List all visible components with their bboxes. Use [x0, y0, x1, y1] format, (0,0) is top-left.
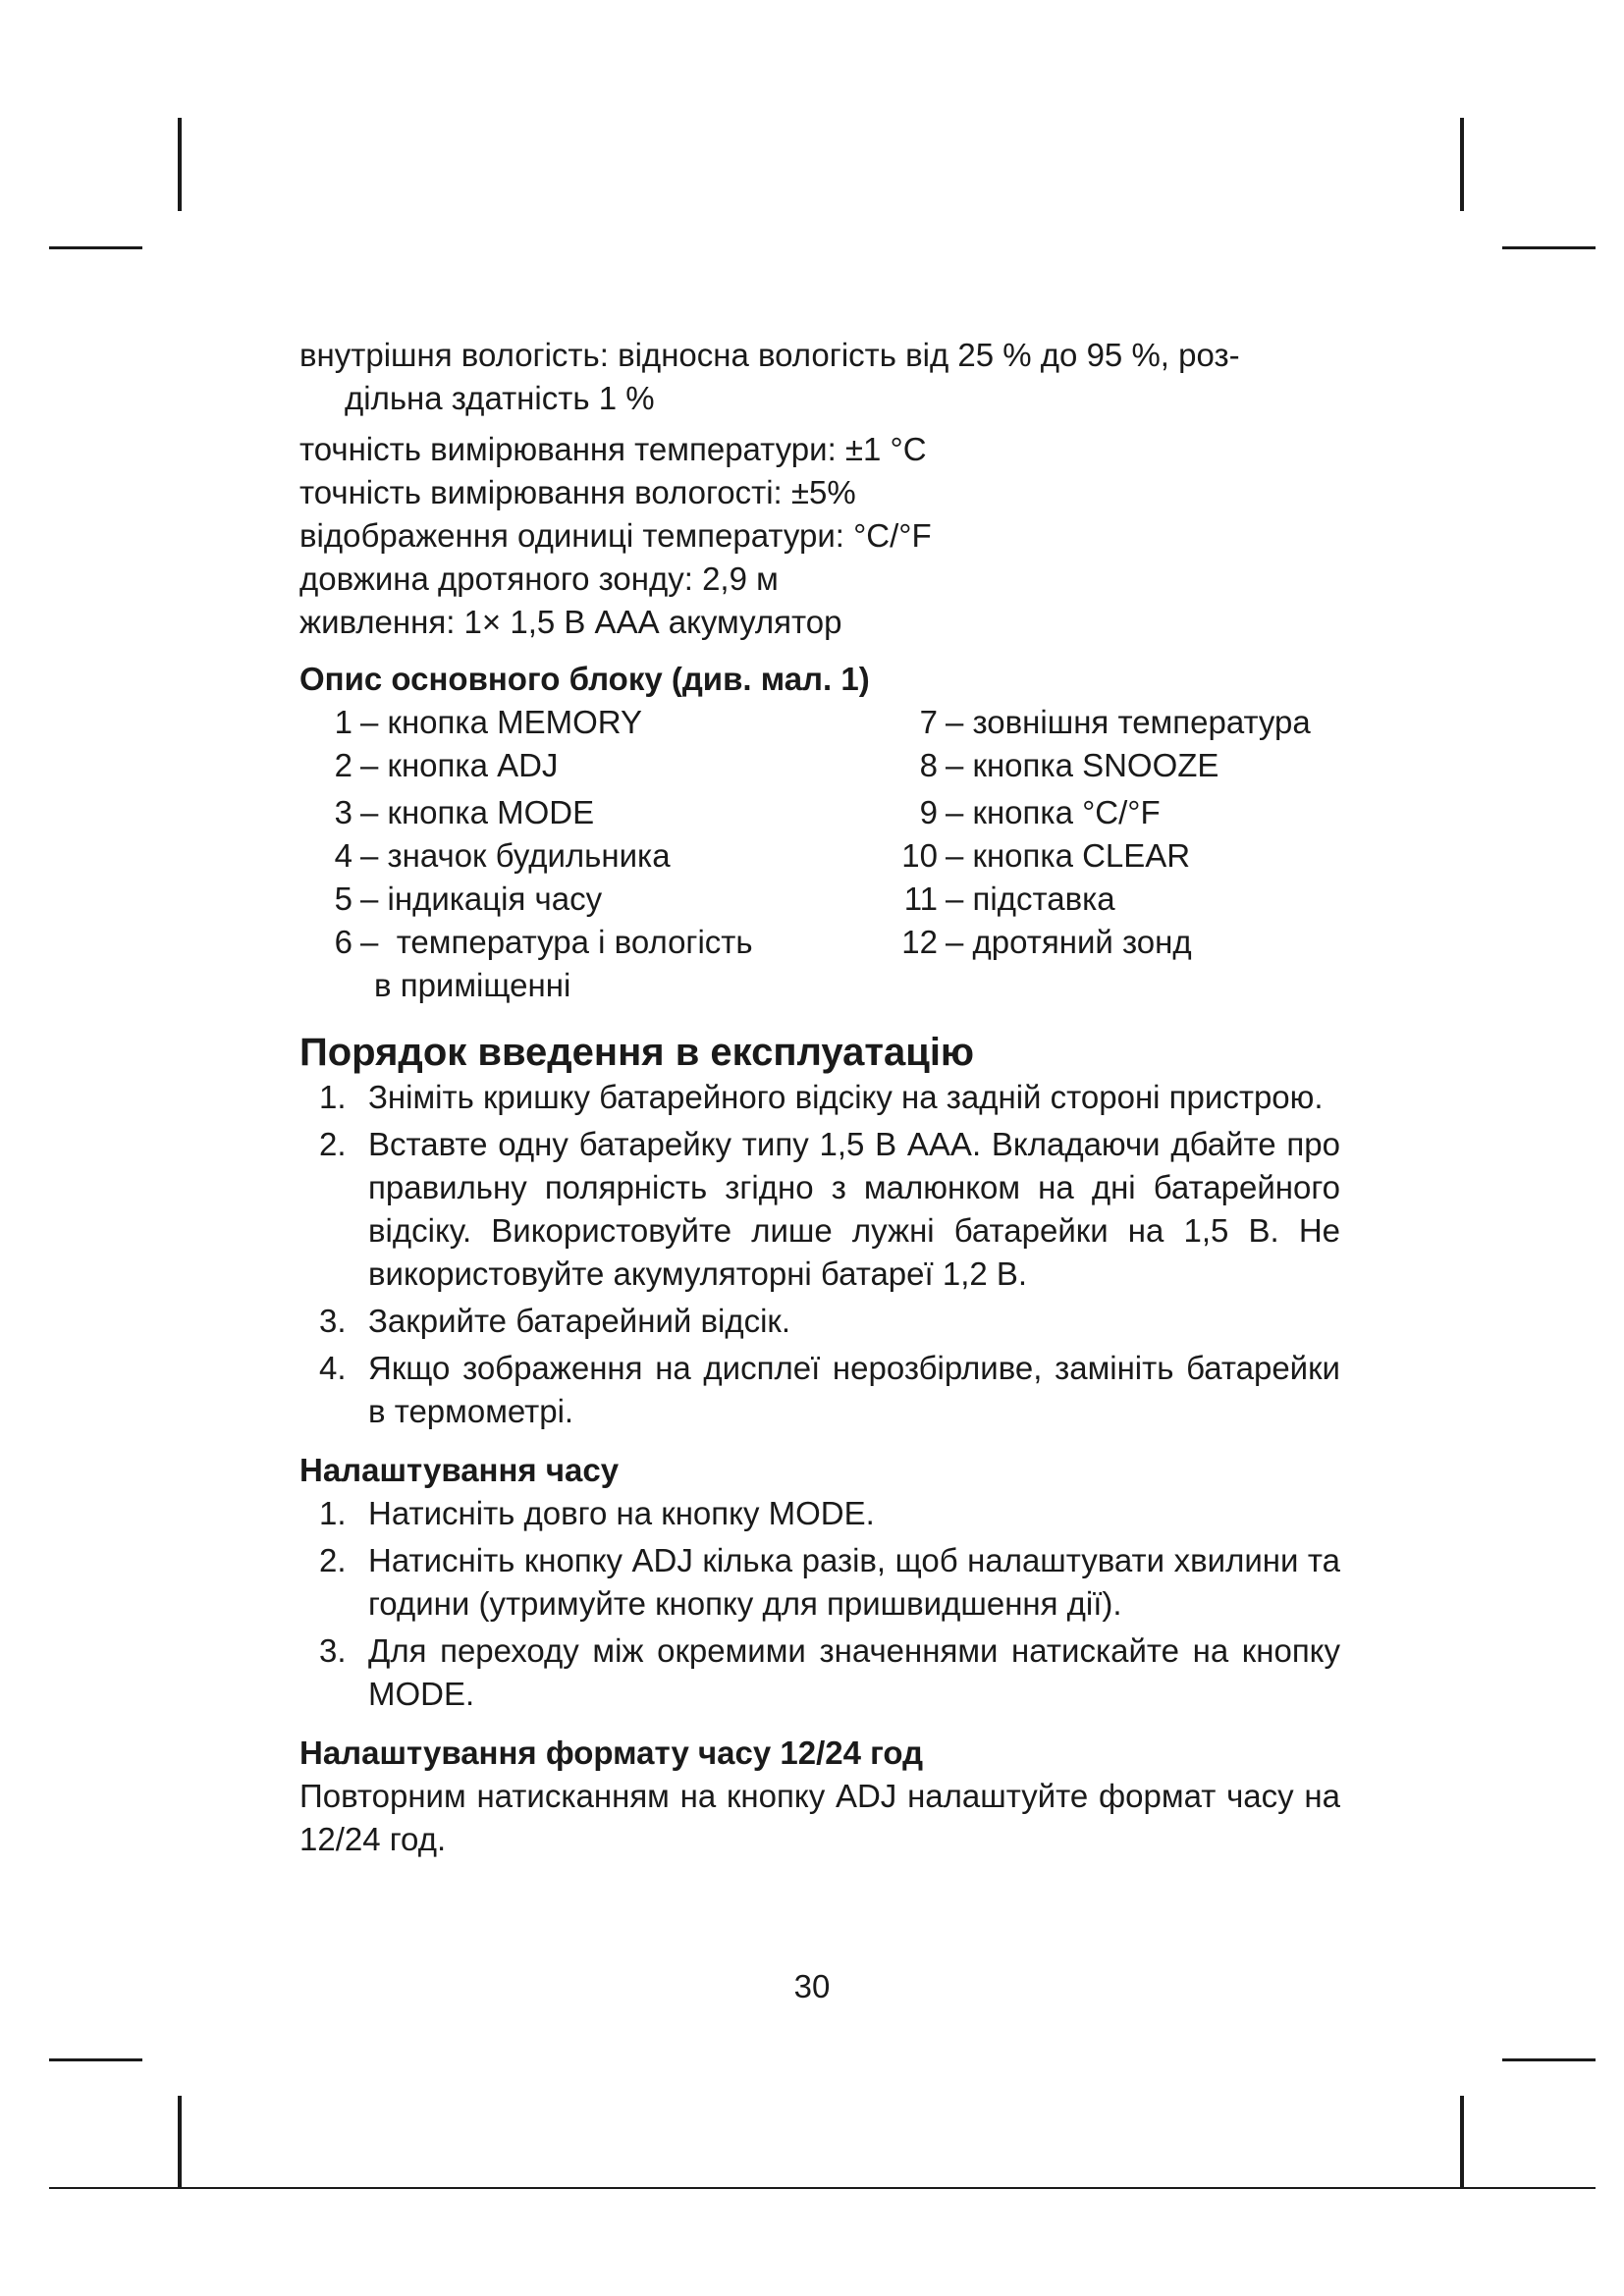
- part-item: [319, 921, 879, 964]
- step-item: [319, 1492, 1340, 1535]
- step-item: [319, 1539, 1340, 1626]
- part-item: [319, 744, 879, 787]
- step-text: Натисніть довго на кнопку MODE.: [368, 1495, 875, 1531]
- part-label: – температура і вологість: [360, 924, 753, 960]
- part-number: 2: [334, 747, 352, 783]
- crop-mark-top-right-vertical: [1460, 118, 1464, 211]
- crop-mark-top-left-horizontal: [49, 246, 142, 249]
- step-item: [319, 1076, 1340, 1119]
- part-item: [319, 878, 879, 921]
- step-text: Вставте одну батарейку типу 1,5 В ААА. Вкладаючи дбайте про правильну полярність згідно з малюнком на дні батарейного відсіку. Використовуйте лише лужні батарейки на 1,5 В. Не використовуйте акумуляторні батареї 1,2 В.: [368, 1126, 1340, 1292]
- crop-mark-top-right-horizontal: [1502, 246, 1596, 249]
- spec-line: точність вимірювання температури: ±1 °C: [299, 431, 927, 467]
- spec-line: внутрішня вологість: відносна вологість від 25 % до 95 %, роз-: [299, 337, 1240, 373]
- parts-column-right: [879, 701, 1360, 1007]
- parts-column-left: [319, 701, 879, 1007]
- format-setting-heading: Налаштування формату часу 12/24 год: [299, 1735, 924, 1771]
- page-number: 30: [793, 1968, 831, 2004]
- step-item: [319, 1300, 1340, 1343]
- part-item: [879, 921, 1360, 964]
- main-unit-parts: [319, 701, 1340, 1007]
- part-label: – кнопка SNOOZE: [946, 747, 1219, 783]
- part-number: 8: [919, 747, 938, 783]
- step-number: 1.: [319, 1079, 347, 1115]
- step-number: 1.: [319, 1495, 347, 1531]
- spec-line: точність вимірювання вологості: ±5%: [299, 474, 856, 510]
- part-number: 3: [334, 794, 352, 830]
- part-item: [319, 834, 879, 878]
- part-item: [879, 744, 1360, 787]
- step-item: [319, 1629, 1340, 1716]
- part-item: [879, 701, 1360, 744]
- part-item: [319, 791, 879, 834]
- step-number: 3.: [319, 1303, 347, 1339]
- crop-mark-bottom-right-vertical: [1460, 2096, 1464, 2189]
- step-text: Натисніть кнопку ADJ кілька разів, щоб налаштувати хвилини та години (утримуйте кнопку для пришвидшення дії).: [368, 1542, 1340, 1622]
- specifications-list: [299, 334, 1340, 644]
- main-unit-heading: Опис основного блоку (див. мал. 1): [299, 661, 870, 697]
- bottom-rule: [49, 2187, 1596, 2189]
- part-label: – зовнішня температура: [946, 704, 1311, 740]
- part-label: – кнопка ADJ: [360, 747, 559, 783]
- part-label: – значок будильника: [360, 837, 671, 874]
- part-item: [879, 791, 1360, 834]
- part-item: [879, 878, 1360, 921]
- part-number: 5: [334, 881, 352, 917]
- part-label: – індикація часу: [360, 881, 603, 917]
- spec-line: відображення одиниці температури: °C/°F: [299, 517, 932, 554]
- format-setting-text: Повторним натисканням на кнопку ADJ налаштуйте формат часу на 12/24 год.: [299, 1778, 1340, 1857]
- part-number: 6: [334, 924, 352, 960]
- step-text: Для переходу між окремими значеннями натискайте на кнопку MODE.: [368, 1632, 1340, 1712]
- part-label: – дротяний зонд: [946, 924, 1192, 960]
- part-label-continuation: в приміщенні: [374, 967, 571, 1003]
- spec-line: довжина дротяного зонду: 2,9 м: [299, 561, 779, 597]
- part-number: 1: [334, 704, 352, 740]
- crop-mark-bottom-left-horizontal: [49, 2058, 142, 2061]
- step-number: 2.: [319, 1126, 347, 1162]
- spec-line: живлення: 1× 1,5 В ААА акумулятор: [299, 604, 842, 640]
- time-setting-heading: Налаштування часу: [299, 1452, 620, 1488]
- time-setting-steps: [299, 1492, 1340, 1716]
- crop-mark-top-left-vertical: [178, 118, 182, 211]
- crop-mark-bottom-right-horizontal: [1502, 2058, 1596, 2061]
- part-item: [319, 701, 879, 744]
- part-number: 12: [901, 924, 938, 960]
- part-label: – кнопка CLEAR: [946, 837, 1191, 874]
- step-number: 3.: [319, 1632, 347, 1669]
- step-text: Якщо зображення на дисплеї нерозбірливе, замініть батарейки в термометрі.: [368, 1350, 1340, 1429]
- part-number: 11: [903, 881, 938, 917]
- commissioning-heading: Порядок введення в експлуатацію: [299, 1031, 975, 1074]
- part-label: – кнопка °C/°F: [946, 794, 1161, 830]
- step-item: [319, 1123, 1340, 1296]
- spec-line-continuation: дільна здатність 1 %: [345, 380, 655, 416]
- part-number: 10: [901, 837, 938, 874]
- part-number: 4: [334, 837, 352, 874]
- part-number: 9: [919, 794, 938, 830]
- page-content: [299, 334, 1340, 1861]
- crop-mark-bottom-left-vertical: [178, 2096, 182, 2189]
- part-label: – кнопка MODE: [360, 794, 595, 830]
- part-label: – кнопка MEMORY: [360, 704, 642, 740]
- step-number: 4.: [319, 1350, 347, 1386]
- part-label: – підставка: [946, 881, 1115, 917]
- step-item: [319, 1347, 1340, 1433]
- commissioning-steps: [299, 1076, 1340, 1433]
- step-number: 2.: [319, 1542, 347, 1578]
- part-item: [879, 834, 1360, 878]
- part-number: 7: [919, 704, 938, 740]
- step-text: Закрийте батарейний відсік.: [368, 1303, 791, 1339]
- step-text: Зніміть кришку батарейного відсіку на задній стороні пристрою.: [368, 1079, 1324, 1115]
